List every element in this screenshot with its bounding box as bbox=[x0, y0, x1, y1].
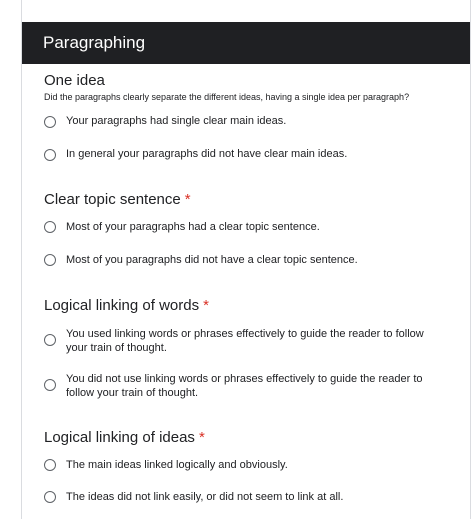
option-label: Most of your paragraphs had a clear topic sentence. bbox=[66, 221, 320, 233]
question-title-text: Logical linking of words bbox=[44, 297, 200, 314]
option-no-topic-sentence[interactable] bbox=[44, 253, 454, 269]
option-no-linking-words[interactable] bbox=[44, 371, 454, 401]
option-had-topic-sentence[interactable] bbox=[44, 220, 454, 236]
radio-button[interactable] bbox=[44, 116, 56, 128]
question-title-logical-linking-ideas bbox=[44, 429, 205, 447]
option-single-main-ideas[interactable] bbox=[44, 114, 454, 130]
required-asterisk: * bbox=[198, 429, 205, 446]
radio-button[interactable] bbox=[44, 379, 56, 391]
section-header bbox=[22, 22, 470, 64]
radio-button[interactable] bbox=[44, 254, 56, 266]
option-label: In general your paragraphs did not have clear main ideas. bbox=[66, 148, 348, 160]
option-ideas-not-linked[interactable] bbox=[44, 490, 454, 506]
radio-button[interactable] bbox=[44, 221, 56, 233]
question-title-text: One idea bbox=[44, 72, 105, 89]
option-label: Your paragraphs had single clear main ideas. bbox=[66, 115, 287, 127]
option-label: The ideas did not link easily, or did not seem to link at all. bbox=[66, 491, 344, 503]
question-title-logical-linking-words bbox=[44, 297, 209, 315]
radio-button[interactable] bbox=[44, 149, 56, 161]
question-title-text: Logical linking of ideas bbox=[44, 429, 195, 446]
option-label: The main ideas linked logically and obviously. bbox=[66, 459, 288, 471]
option-no-clear-main-ideas[interactable] bbox=[44, 147, 454, 163]
radio-button[interactable] bbox=[44, 491, 56, 503]
option-label: You used linking words or phrases effectively to guide the reader to follow your train of thought. bbox=[66, 328, 424, 354]
option-ideas-linked[interactable] bbox=[44, 458, 454, 474]
option-label: You did not use linking words or phrases effectively to guide the reader to follow your train of thought. bbox=[66, 373, 423, 399]
question-title-text: Clear topic sentence bbox=[44, 191, 181, 208]
form-section-card bbox=[21, 0, 471, 519]
question-title-clear-topic-sentence bbox=[44, 191, 191, 209]
option-label: Most of you paragraphs did not have a clear topic sentence. bbox=[66, 254, 358, 266]
radio-button[interactable] bbox=[44, 459, 56, 471]
question-description: Did the paragraphs clearly separate the different ideas, having a single idea per paragraph? bbox=[44, 92, 410, 102]
required-asterisk: * bbox=[203, 297, 209, 314]
question-title-one-idea bbox=[44, 72, 105, 90]
required-asterisk: * bbox=[184, 191, 191, 208]
option-used-linking-words[interactable] bbox=[44, 326, 454, 356]
radio-button[interactable] bbox=[44, 334, 56, 346]
section-title: Paragraphing bbox=[43, 33, 146, 52]
